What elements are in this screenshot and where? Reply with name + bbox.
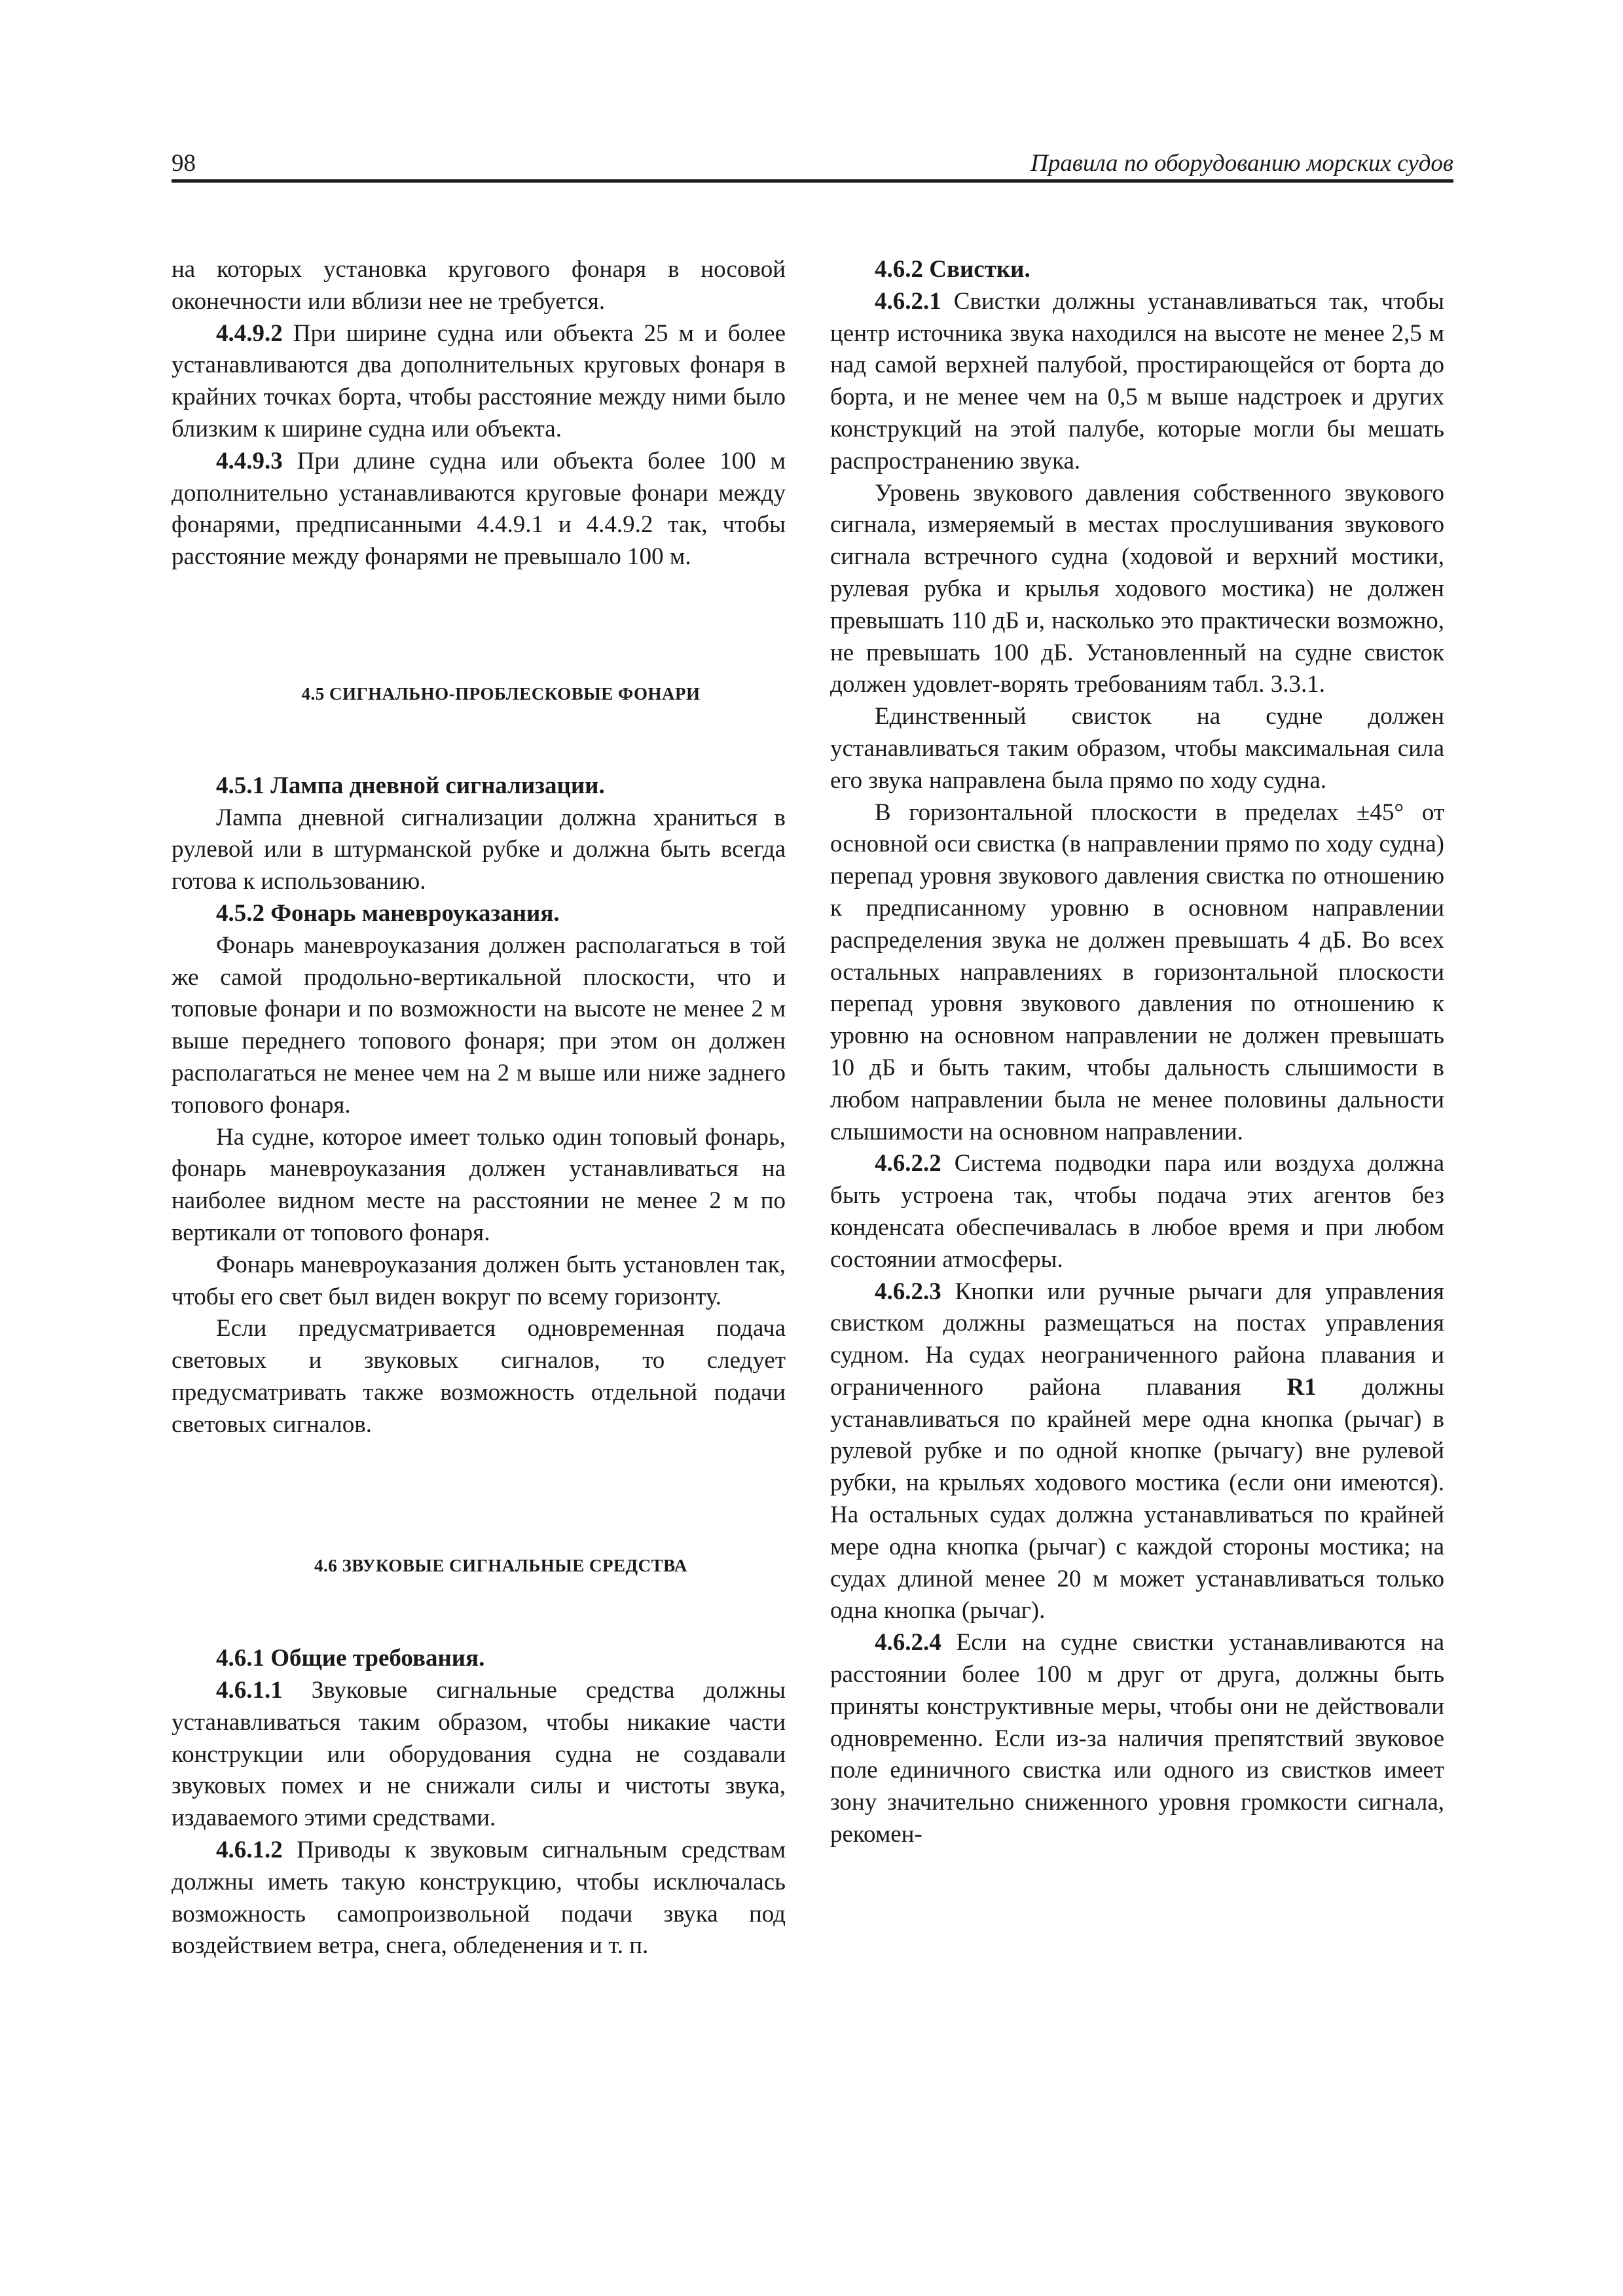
section-title-4-5: 4.5 СИГНАЛЬНО-ПРОБЛЕСКОВЫЕ ФОНАРИ — [301, 683, 701, 704]
heading-text: 4.5.2 Фонарь маневроуказания. — [216, 899, 560, 927]
paragraph-4-6-2-3 — [830, 1276, 1444, 1628]
clause-text: Звуковые сигнальные средства должны устанавливаться таким образом, чтобы никакие части конструкции или оборудования судна не создавали звуковых помех и не снижали силы и чистоты звука, издаваемого этими средствами. — [172, 1677, 786, 1832]
heading-4-5-2 — [172, 898, 786, 930]
clause-text: При ширине судна или объекта 25 м и более устанавливаются два дополнительных круговых фонаря в крайних точках борта, чтобы расстояние между ними было близким к ширине судна или объекта. — [172, 319, 786, 442]
heading-text: 4.6.1 Общие требования. — [216, 1645, 485, 1672]
clause-text: должны устанавливаться по крайней мере одна кнопка (рычаг) в рулевой рубке и по одной кнопке (рычагу) вне рулевой рубки, на крыльях ходового мостика (если они имеются). На остальных судах должна устанавливаться по крайней мере одна кнопка (рычаг) с каждой стороны мостика; на судах длиной менее 20 м может устанавливаться только одна кнопка (рычаг). — [830, 1373, 1444, 1624]
paragraph-4-6-1-1 — [172, 1675, 786, 1835]
paragraph-continuation: на которых установка кругового фонаря в носовой оконечности или вблизи нее не требуется. — [172, 256, 786, 315]
clause-text: Кнопки или ручные рычаги для управления свистком должны размещаться на постах управления судном. На судах неограниченного района плавания и ограниченного района плавания — [830, 1278, 1444, 1401]
right-column — [830, 254, 1444, 1851]
page-header — [172, 145, 1453, 183]
heading-4-5-1 — [172, 770, 786, 802]
section-title-4-6: 4.6 ЗВУКОВЫЕ СИГНАЛЬНЫЕ СРЕДСТВА — [314, 1555, 687, 1575]
paragraph-4-4-9-2 — [172, 318, 786, 446]
clause-number: 4.4.9.3 — [216, 447, 283, 475]
clause-number: 4.6.2.3 — [875, 1278, 941, 1305]
clause-text: Система подводки пара или воздуха должна быть устроена так, чтобы подача этих агентов без конденсата обеспечивалась в любое время и при любом состоянии атмосферы. — [830, 1150, 1444, 1273]
clause-text: При длине судна или объекта более 100 м дополнительно устанавливаются круговые фонари между фонарями, предписанными 4.4.9.1 и 4.4.9.2 так, чтобы расстояние между фонарями не превышало 100 м. — [172, 447, 786, 571]
left-column — [172, 254, 786, 1962]
clause-text: Свистки должны устанавливаться так, чтобы центр источника звука находился на высоте не менее 2,5 м над самой верхней палубой, простирающейся от борта до борта, и не менее чем на 0,5 м выше надстроек и других конструкций на этой палубе, которые могли бы мешать распространению звука. — [830, 287, 1444, 475]
clause-text: Приводы к звуковым сигнальным средствам должны иметь такую конструкцию, чтобы исключалась возможность самопроизвольной подачи звука под воздействием ветра, снега, обледенения и т. п. — [172, 1837, 786, 1960]
paragraph-4-5-2-d: Если предусматривается одновременная подача световых и звуковых сигналов, то следует предусматривать также возможность отдельной подачи световых сигналов. — [172, 1315, 786, 1438]
paragraph-4-6-1-2 — [172, 1835, 786, 1962]
paragraph-4-5-2-a: Фонарь маневроуказания должен располагаться в той же самой продольно-вертикальной плоскости, что и топовые фонари и по возможности на высоте не менее 2 м выше переднего топового фонаря; при этом он должен располагаться не менее чем на 2 м выше или ниже заднего топового фонаря. — [172, 931, 786, 1119]
paragraph-4-5-2-c: Фонарь маневроуказания должен быть установлен так, чтобы его свет был виден вокруг по всему горизонту. — [172, 1251, 786, 1310]
heading-text: 4.5.1 Лампа дневной сигнализации. — [216, 772, 605, 799]
clause-number: 4.6.2.2 — [875, 1150, 941, 1177]
clause-number: 4.6.1.1 — [216, 1677, 283, 1704]
heading-4-6-1 — [172, 1643, 786, 1675]
paragraph-4-6-2-2 — [830, 1148, 1444, 1276]
paragraph-4-6-2-4 — [830, 1627, 1444, 1851]
clause-number: 4.4.9.2 — [216, 319, 283, 347]
heading-4-6-2 — [830, 254, 1444, 286]
paragraph-4-6-2-1 — [830, 286, 1444, 478]
heading-text: 4.6.2 Свистки. — [875, 256, 1030, 283]
paragraph-4-5-1: Лампа дневной сигнализации должна храниться в рулевой или в штурманской рубке и должна быть всегда готова к использованию. — [172, 804, 786, 895]
paragraph-4-5-2-b: На судне, которое имеет только один топовый фонарь, фонарь маневроуказания должен устанавливаться на наиболее видном месте на расстоянии не менее 2 м по вертикали от топового фонаря. — [172, 1123, 786, 1246]
paragraph-4-4-9-3 — [172, 446, 786, 573]
page-number: 98 — [172, 150, 196, 177]
area-code-r1: R1 — [1286, 1373, 1317, 1401]
paragraph-4-6-2-1-b: Уровень звукового давления собственного звукового сигнала, измеряемый в местах прослушивания звукового сигнала встречного судна (ходовой и верхний мостики, рулевая рубка и крылья ходового мостика) не должен превышать 110 дБ и, насколько это практически возможно, не превышать 100 дБ. Установленный на судне свисток должен удовлет-ворять требованиям табл. 3.3.1. — [830, 479, 1444, 698]
clause-number: 4.6.2.1 — [875, 287, 941, 315]
running-title: Правила по оборудованию морских судов — [1030, 150, 1453, 177]
paragraph-4-6-2-1-c: Единственный свисток на судне должен устанавливаться таким образом, чтобы максимальная сила его звука направлена была прямо по ходу судна. — [830, 703, 1444, 794]
clause-number: 4.6.1.2 — [216, 1837, 283, 1864]
clause-number: 4.6.2.4 — [875, 1629, 941, 1657]
clause-text: Если на судне свистки устанавливаются на расстоянии более 100 м друг от друга, должны быть приняты конструктивные меры, чтобы они не действовали одновременно. Если из-за наличия препятствий звуковое поле единичного свистка или одного из свистков имеет зону значительно сниженного уровня громкости сигнала, рекомен- — [830, 1629, 1444, 1848]
paragraph-4-6-2-1-d: В горизонтальной плоскости в пределах ±45° от основной оси свистка (в направлении прямо по ходу судна) перепад уровня звукового давления свистка по отношению к предписанному уровню в основном направлении распределения звука не должен превышать 4 дБ. Во всех остальных направлениях в горизонтальной плоскости перепад уровня звукового давления по отношению к уровню на основном направлении не должен превышать 10 дБ и быть таким, чтобы дальность слышимости в любом направлении была не менее половины дальности слышимости на основном направлении. — [830, 798, 1444, 1145]
